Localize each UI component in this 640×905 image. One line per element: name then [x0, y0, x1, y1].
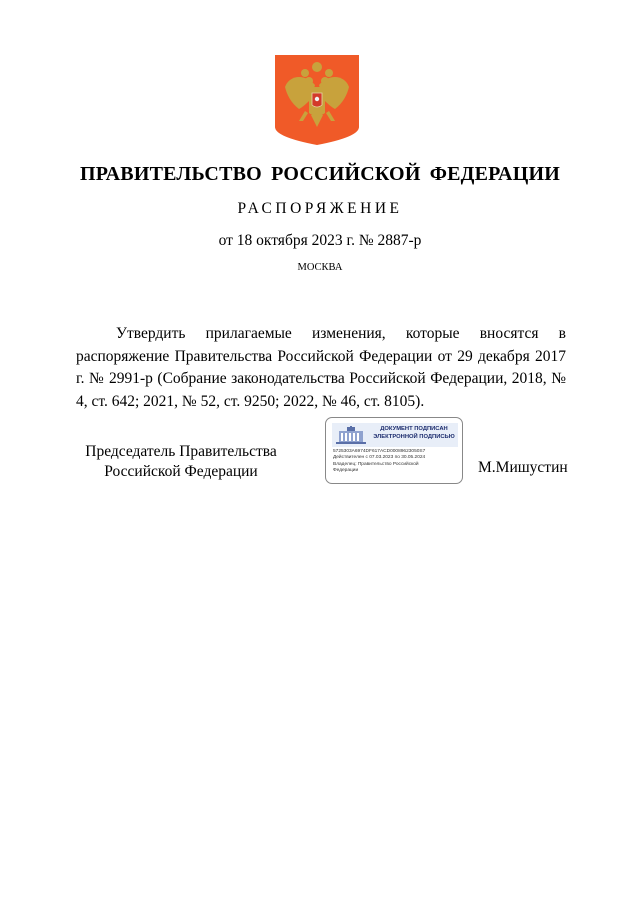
government-title: ПРАВИТЕЛЬСТВО РОССИЙСКОЙ ФЕДЕРАЦИИ — [80, 163, 560, 185]
order-paragraph: Утвердить прилагаемые изменения, которые вносятся в распоряжение Правительства Российской Федерации от 29 декабря 2017 г. № 2991-р (Собрание законодательства Российской Федерации, 2018, № 4, ст. 642; 2021, № 52, ст. 9250; 2022, № 46, ст. 8105). — [76, 325, 566, 410]
stamp-validity: Действителен с 07.03.2023 по 30.05.2024 — [333, 455, 426, 461]
signer-name: М.Мишустин — [478, 459, 568, 476]
stamp-owner-line1: Владелец: Правительство Российской — [333, 461, 419, 467]
stamp-header — [332, 423, 458, 447]
signer-position — [76, 442, 286, 482]
document-city: МОСКВА — [297, 262, 343, 273]
stamp-certificate: 5725303A6974DF617ACD00089623050S7 — [333, 449, 426, 454]
document-date-number: от 18 октября 2023 г. № 2887-р — [218, 232, 422, 249]
government-building-icon — [335, 426, 367, 444]
electronic-signature-stamp — [325, 417, 463, 484]
emblem-icon — [275, 55, 359, 145]
signer-position-line2: Российской Федерации — [104, 463, 258, 480]
signer-position-line1: Председатель Правительства — [85, 443, 277, 460]
stamp-details — [333, 449, 461, 474]
stamp-title: ДОКУМЕНТ ПОДПИСАН ЭЛЕКТРОННОЙ ПОДПИСЬЮ — [373, 426, 455, 440]
stamp-owner-line2: Федерации — [333, 467, 359, 473]
document-type: РАСПОРЯЖЕНИЕ — [237, 200, 403, 217]
